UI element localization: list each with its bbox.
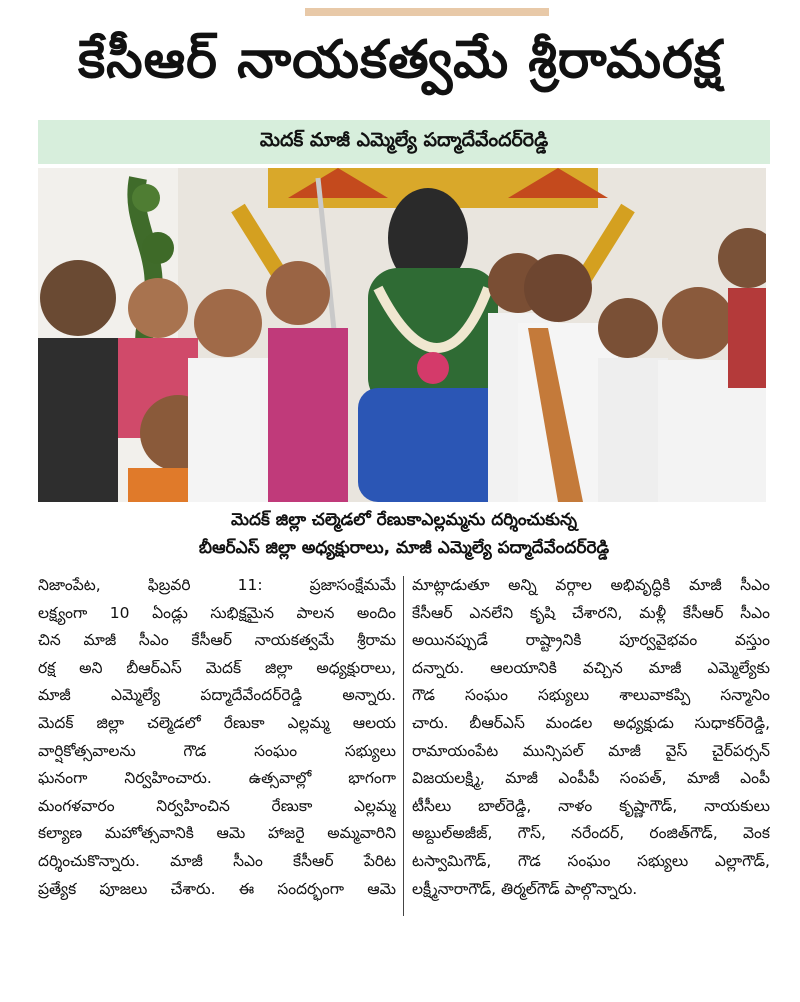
body-line: నిజాంపేట, ఫిబ్రవరి 11: ప్రజాసంక్షేమమే — [38, 576, 396, 594]
body-line: ఘనంగా నిర్వహించారు. ఉత్సవాల్లో భాగంగా — [38, 769, 396, 788]
body-line: రక్ష అని బీఆర్ఎస్ మెదక్ జిల్లా అధ్యక్షురాలు, — [38, 658, 396, 677]
article-body — [38, 572, 770, 922]
body-line: దర్శించుకొన్నారు. మాజీ సీఎం కేసీఆర్ పేరిట — [38, 851, 396, 870]
body-line: లక్ష్మీనారాగౌడ్, తిర్మల్‌గౌడ్ పాల్గొన్నారు. — [412, 879, 638, 898]
body-line: లక్ష్యంగా 10 ఏండ్లు సుభిక్షమైన పాలన అందిం — [38, 603, 396, 622]
news-photo — [38, 168, 766, 502]
body-line: చిన మాజీ సీఎం కేసీఆర్ నాయకత్వమే శ్రీరామ — [38, 631, 396, 650]
temple-photo-illustration — [38, 168, 766, 502]
body-line: వార్షికోత్సవాలను గౌడ సంఘం సభ్యులు — [38, 741, 396, 760]
subheadline-band — [38, 120, 770, 164]
photo-caption — [38, 506, 770, 568]
body-line: కల్యాణ మహోత్సవానికి ఆమె హాజరై అమ్మవారిని — [38, 824, 396, 843]
body-line: మాట్లాడుతూ అన్ని వర్గాల అభివృద్ధికి మాజీ సీఎం — [412, 576, 770, 594]
body-line: అయినప్పుడే రాష్ట్రానికి పూర్వవైభవం వస్తుం — [412, 631, 770, 650]
photo-caption-line: మెదక్ జిల్లా చల్మెడలో రేణుకాఎల్లమ్మను దర్శించుకున్న — [230, 510, 577, 530]
body-line: మెదక్ జిల్లా చల్మెడలో రేణుకా ఎల్లమ్మ ఆలయ — [38, 713, 396, 732]
body-line: ప్రత్యేక పూజలు చేశారు. ఈ సందర్భంగా ఆమె — [38, 879, 396, 898]
subheadline: మెదక్ మాజీ ఎమ్మెల్యే పద్మాదేవేందర్‌రెడ్డి — [259, 128, 549, 151]
body-line: కేసీఆర్ ఎనలేని కృషి చేశారని, మళ్లీ కేసీఆర్ సీఎం — [412, 603, 770, 622]
body-line: టస్వామిగౌడ్, గౌడ సంఘం సభ్యులు ఎల్లాగౌడ్, — [412, 851, 770, 870]
column-divider — [403, 576, 404, 916]
headline: కేసీఆర్ నాయకత్వమే శ్రీరామరక్ష — [78, 30, 722, 90]
body-line: విజయలక్ష్మి, మాజీ ఎంపీపీ సంపత్, మాజీ ఎంపీ — [412, 769, 770, 788]
body-line: గౌడ సంఘం సభ్యులు శాలువాకప్పి సన్మానిం — [412, 686, 770, 705]
top-accent-bar — [305, 8, 549, 16]
body-line: మాజీ ఎమ్మెల్యే పద్మాదేవేందర్‌రెడ్డి అన్నారు. — [38, 686, 396, 705]
article-column-right — [412, 572, 770, 903]
body-line: అబ్దుల్‌అజీజ్, గౌస్, నరేందర్, రంజిత్‌గౌడ్, వెంక — [412, 824, 770, 843]
body-line: టీసీలు బాల్‌రెడ్డి, నాళం కృష్ణాగౌడ్, నాయకులు — [412, 796, 770, 815]
body-line: రామాయంపేట మున్సిపల్ మాజీ వైస్ చైర్‌పర్సన్ — [412, 741, 770, 760]
body-line: మంగళవారం నిర్వహించిన రేణుకా ఎల్లమ్మ — [38, 796, 396, 815]
body-line: దన్నారు. ఆలయానికి వచ్చిన మాజీ ఎమ్మెల్యేకు — [412, 658, 770, 677]
body-line: చారు. బీఆర్ఎస్ మండల అధ్యక్షుడు సుధాకర్‌రెడ్డి, — [412, 713, 770, 732]
article-column-left — [38, 572, 396, 903]
photo-caption-line: బీఆర్ఎస్ జిల్లా అధ్యక్షురాలు, మాజీ ఎమ్మెల్యే పద్మాదేవేందర్‌రెడ్డి — [198, 538, 610, 558]
